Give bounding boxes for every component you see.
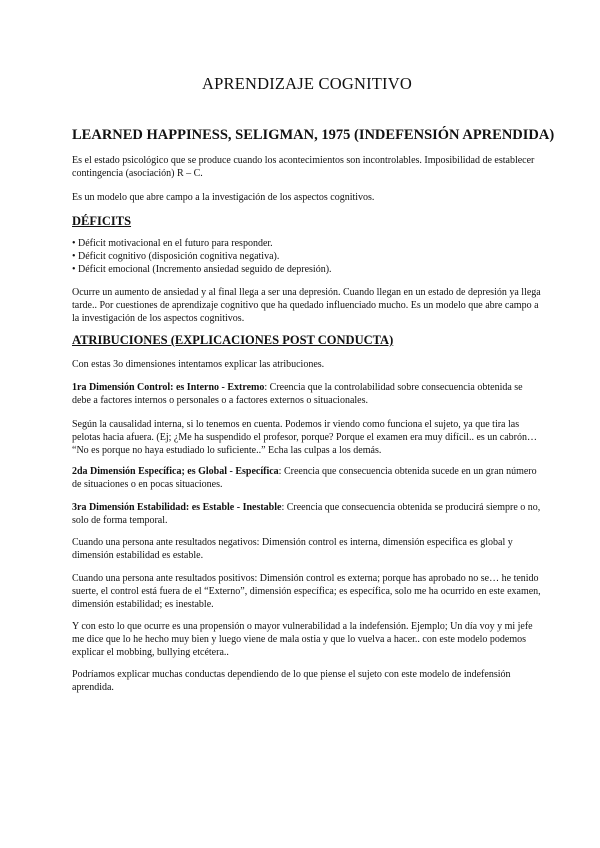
dimension-specific-label: 2da Dimensión Específica; es Global - Específica bbox=[72, 466, 279, 477]
paragraph-positive-results: Cuando una persona ante resultados positivos: Dimensión control es externa; porque has aprobado no se… he tenido suerte, el control está fuera de el “Externo”, dimensión específica; es específica, solo me ha ocurrido en este examen, dimensión estabilidad; es inestable. bbox=[72, 573, 541, 610]
paragraph-anxiety: Ocurre un aumento de ansiedad y al final llega a ser una depresión. Cuando llegan en un estado de depresión ya llega tarde.. Por cuestiones de aprendizaje cognitivo que ha quedado influenciado mucho. Es un modelo que abre campo a la investigación de los aspectos cognitivos. bbox=[72, 287, 541, 324]
list-item: • Déficit motivacional en el futuro para responder. bbox=[72, 237, 542, 250]
list-item: • Déficit emocional (Incremento ansiedad seguido de depresión). bbox=[72, 263, 542, 276]
dimension-control-text: : Creencia que la controlabilidad sobre consecuencia obtenida se debe a factores internos o personales o a factores externos o situacionales. bbox=[72, 382, 523, 406]
dimension-stability-label: 3ra Dimensión Estabilidad: es Estable - Inestable bbox=[72, 502, 282, 513]
paragraph-attributions-intro: Con estas 3o dimensiones intentamos explicar las atribuciones. bbox=[72, 359, 325, 370]
section-heading-learned-happiness: LEARNED HAPPINESS, SELIGMAN, 1975 (INDEFENSIÓN APRENDIDA) bbox=[72, 127, 555, 143]
attributions-heading: ATRIBUCIONES (EXPLICACIONES POST CONDUCTA) bbox=[72, 333, 394, 347]
list-item: • Déficit cognitivo (disposición cognitiva negativa). bbox=[72, 250, 542, 263]
deficits-heading: DÉFICITS bbox=[72, 214, 132, 228]
page-title: APRENDIZAJE COGNITIVO bbox=[202, 74, 412, 93]
paragraph-vulnerability: Y con esto lo que ocurre es una propensión o mayor vulnerabilidad a la indefensión. Ejemplo; Un día voy y mi jefe me dice que lo he hecho muy bien y luego viene de mala ostia y que lo vuelva a hacer.. con este modelo podemos explicar el mobbing, bullying etcétera.. bbox=[72, 621, 533, 658]
paragraph-internal-causality: Según la causalidad interna, si lo tenemos en cuenta. Podemos ir viendo como funciona el sujeto, ya que tira las pelotas hacia afuera. (Ej; ¿Me ha suspendido el profesor, porque? Porque el examen era muy difícil.. es un cabrón… “No es porque no haya estudiado lo suficiente..” Echa las culpas a los demás. bbox=[72, 419, 537, 456]
paragraph-definition: Es el estado psicológico que se produce cuando los acontecimientos son incontrolables. Imposibilidad de establecer contingencia (asociación) R – C. bbox=[72, 155, 535, 179]
paragraph-dimension-stability bbox=[72, 501, 542, 527]
dimension-control-label: 1ra Dimensión Control: es Interno - Extremo bbox=[72, 382, 265, 393]
paragraph-model: Es un modelo que abre campo a la investigación de los aspectos cognitivos. bbox=[72, 192, 375, 203]
dimension-stability-text: : Creencia que consecuencia obtenida se producirá siempre o no, solo de forma temporal. bbox=[72, 502, 541, 526]
paragraph-negative-results: Cuando una persona ante resultados negativos: Dimensión control es interna, dimensión especifica es global y dimensión estabilidad es estable. bbox=[72, 537, 513, 561]
deficits-list bbox=[72, 237, 542, 276]
paragraph-closing: Podríamos explicar muchas conductas dependiendo de lo que piense el sujeto con este modelo de indefensión aprendida. bbox=[72, 669, 511, 693]
dimension-specific-text: : Creencia que consecuencia obtenida sucede en un gran número de situaciones o en pocas situaciones. bbox=[72, 466, 537, 490]
paragraph-dimension-specific bbox=[72, 465, 542, 491]
paragraph-dimension-control bbox=[72, 381, 542, 407]
